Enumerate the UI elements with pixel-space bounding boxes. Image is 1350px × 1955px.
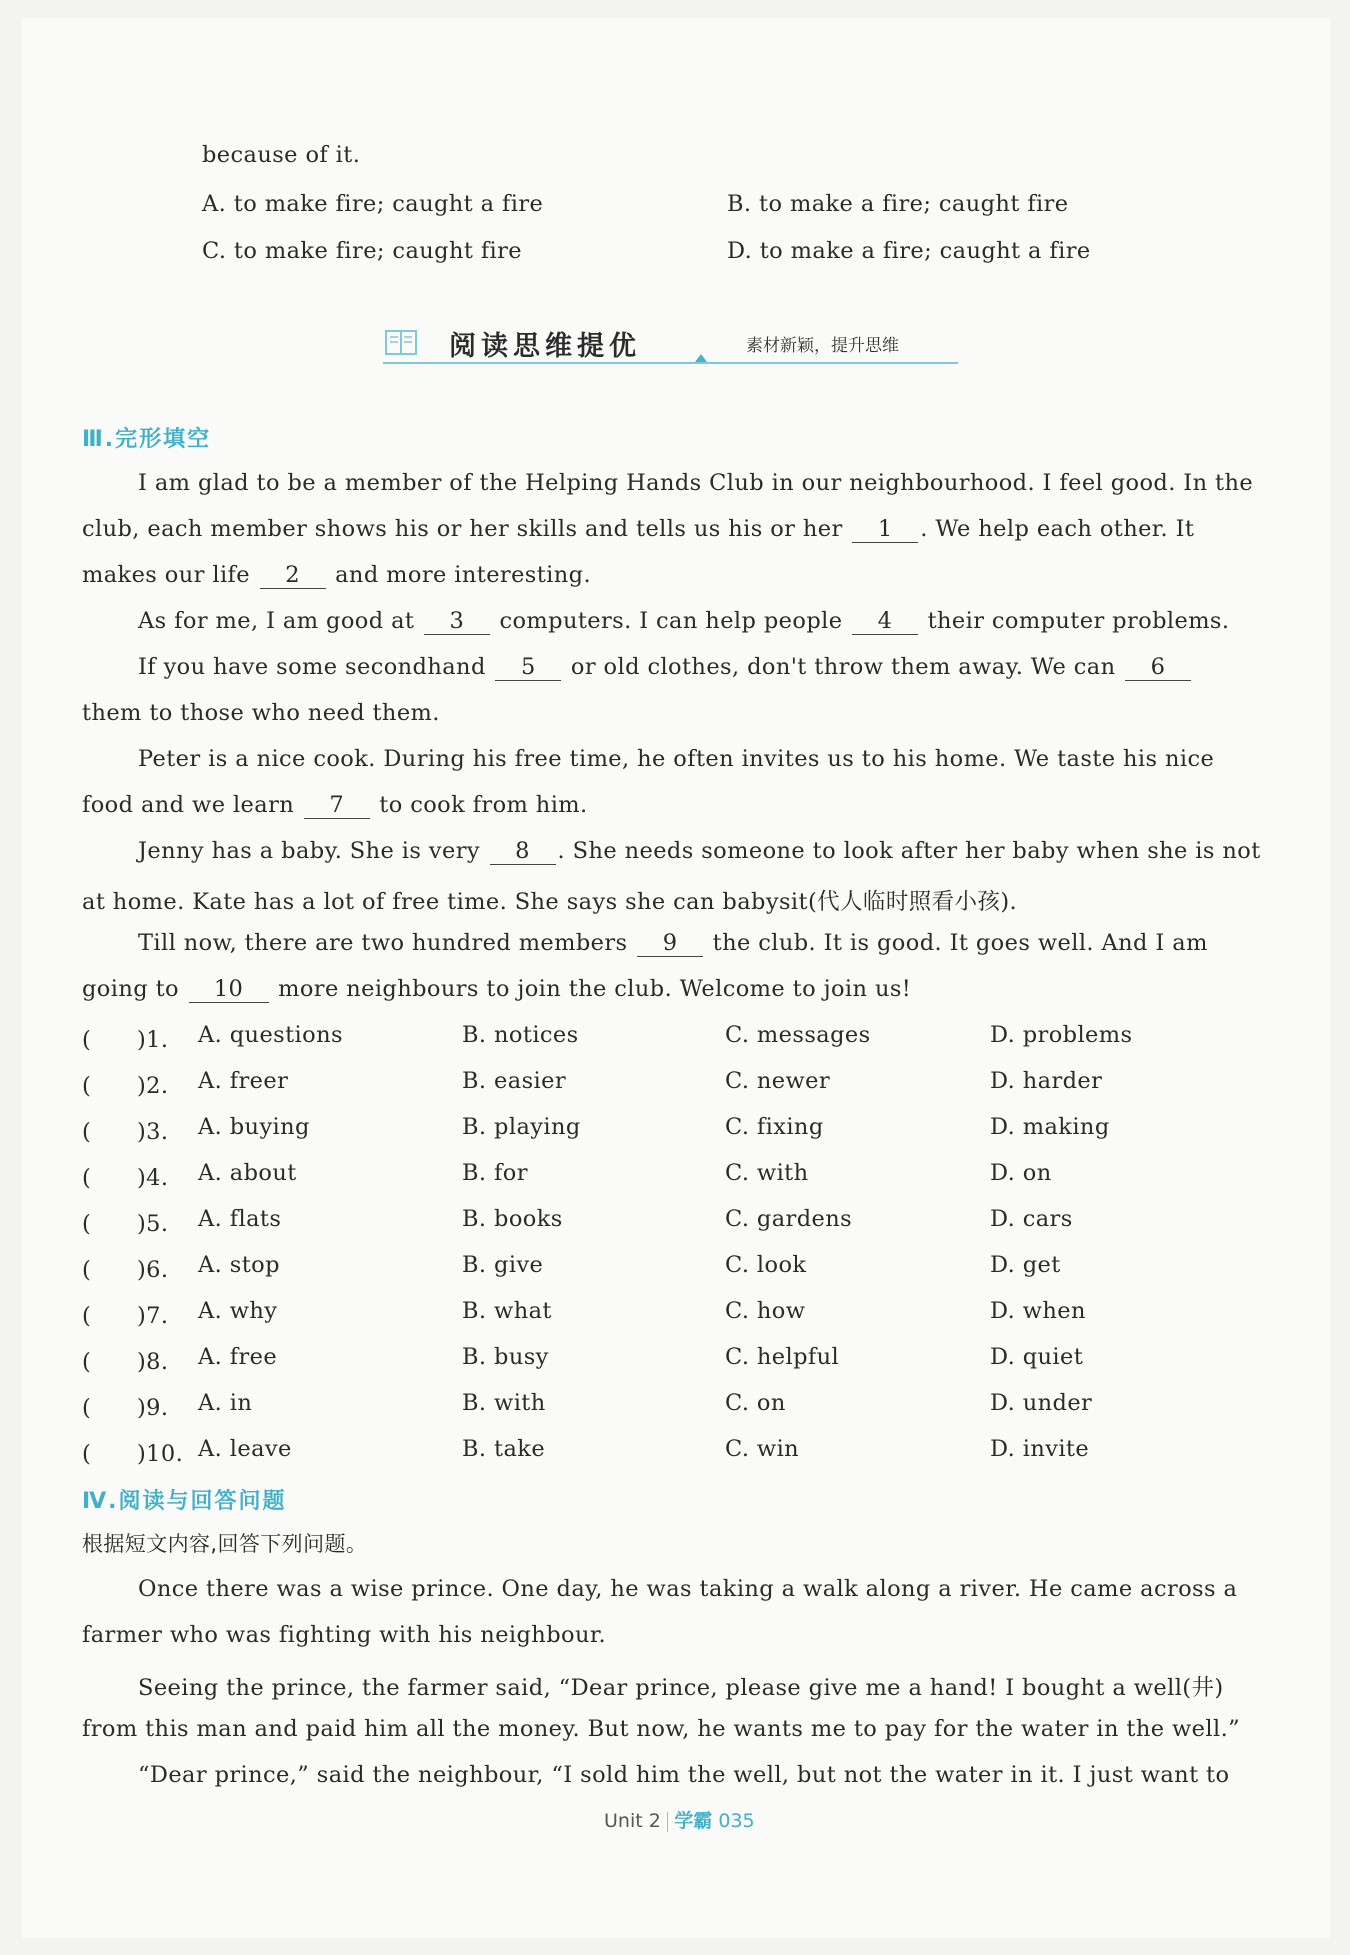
text-span: computers. I can help people	[499, 608, 843, 634]
text-span: Jenny has a baby. She is very	[138, 838, 480, 864]
cloze-p5-line2: at home. Kate has a lot of free time. She says she can babysit(代人临时照看小孩).	[82, 889, 1018, 915]
option-b: B. for	[462, 1160, 528, 1186]
reading-p1-line2: farmer who was fighting with his neighbour.	[82, 1622, 607, 1648]
cloze-p5-line1	[138, 838, 1261, 865]
option-b: B. notices	[462, 1022, 579, 1048]
blank-5: 5	[495, 655, 561, 681]
option-c: C. look	[725, 1252, 807, 1278]
banner-rule	[383, 362, 958, 364]
cloze-p2	[138, 608, 1229, 635]
blank-4: 4	[852, 609, 918, 635]
option-d: D. on	[990, 1160, 1052, 1186]
option-b: B. busy	[462, 1344, 549, 1370]
blank-2: 2	[260, 563, 326, 589]
question-number: ( )6.	[82, 1257, 169, 1283]
text-span: . We help each other. It	[920, 516, 1195, 542]
question-number: ( )10.	[82, 1441, 184, 1467]
blank-1: 1	[852, 517, 918, 543]
prev-question-tail: because of it.	[202, 142, 361, 168]
option-d: D. quiet	[990, 1344, 1084, 1370]
cloze-p6-line2	[82, 976, 911, 1003]
option-a: A. about	[198, 1160, 297, 1186]
option-c: C. on	[725, 1390, 786, 1416]
text-span: and more interesting.	[335, 562, 592, 588]
option-d: D. when	[990, 1298, 1086, 1324]
cloze-p1-line1: I am glad to be a member of the Helping Hands Club in our neighbourhood. I feel good. In the	[138, 470, 1254, 496]
text-span: . She needs someone to look after her baby when she is not	[557, 838, 1261, 864]
question-number: ( )9.	[82, 1395, 169, 1421]
banner-triangle	[695, 354, 707, 362]
option-b: B. playing	[462, 1114, 581, 1140]
option-c: C. how	[725, 1298, 806, 1324]
prev-option-c: C. to make fire; caught fire	[202, 238, 523, 264]
option-c: C. fixing	[725, 1114, 824, 1140]
option-d: D. get	[990, 1252, 1061, 1278]
cloze-p3-line2: them to those who need them.	[82, 700, 440, 726]
text-span: the club. It is good. It goes well. And I am	[712, 930, 1208, 956]
option-b: B. take	[462, 1436, 546, 1462]
option-b: B. easier	[462, 1068, 566, 1094]
blank-9: 9	[637, 931, 703, 957]
question-number: ( )5.	[82, 1211, 169, 1237]
option-d: D. making	[990, 1114, 1110, 1140]
blank-10: 10	[189, 977, 269, 1003]
option-b: B. books	[462, 1206, 563, 1232]
option-c: C. win	[725, 1436, 800, 1462]
cloze-p1-line3	[82, 562, 591, 589]
text-span: club, each member shows his or her skills and tells us his or her	[82, 516, 843, 542]
option-d: D. harder	[990, 1068, 1103, 1094]
reading-p3-line1: “Dear prince,” said the neighbour, “I sold him the well, but not the water in it. I just want to	[138, 1762, 1230, 1788]
cloze-p3-line1	[138, 654, 1193, 681]
reading-p2-line1: Seeing the prince, the farmer said, “Dear prince, please give me a hand! I bought a well(井)	[138, 1675, 1224, 1701]
option-a: A. buying	[198, 1114, 310, 1140]
section-banner	[383, 320, 958, 366]
text-span: If you have some secondhand	[138, 654, 486, 680]
banner-title: 阅读思维提优	[449, 331, 641, 362]
footer-divider	[667, 1812, 669, 1832]
question-number: ( )8.	[82, 1349, 169, 1375]
page-number: 035	[718, 1810, 755, 1832]
text-span: food and we learn	[82, 792, 295, 818]
option-a: A. freer	[198, 1068, 289, 1094]
text-span: their computer problems.	[927, 608, 1230, 634]
question-number: ( )7.	[82, 1303, 169, 1329]
cloze-p4-line2	[82, 792, 588, 819]
option-d: D. problems	[990, 1022, 1133, 1048]
option-c: C. helpful	[725, 1344, 840, 1370]
footer-brand: 学霸	[674, 1810, 713, 1832]
text-span: to cook from him.	[379, 792, 588, 818]
prev-option-b: B. to make a fire; caught fire	[727, 191, 1069, 217]
section-cloze-title: Ⅲ.完形填空	[82, 427, 212, 452]
blank-7: 7	[304, 793, 370, 819]
cloze-p4-line1: Peter is a nice cook. During his free time, he often invites us to his home. We taste his nice	[138, 746, 1215, 772]
blank-3: 3	[424, 609, 490, 635]
question-number: ( )3.	[82, 1119, 169, 1145]
question-number: ( )4.	[82, 1165, 169, 1191]
question-number: ( )1.	[82, 1027, 169, 1053]
option-c: C. with	[725, 1160, 809, 1186]
banner-subtitle: 素材新颖，提升思维	[746, 336, 899, 356]
option-b: B. with	[462, 1390, 546, 1416]
option-a: A. why	[198, 1298, 278, 1324]
question-number: ( )2.	[82, 1073, 169, 1099]
option-b: B. give	[462, 1252, 544, 1278]
text-span: makes our life	[82, 562, 250, 588]
option-c: C. newer	[725, 1068, 831, 1094]
text-span: more neighbours to join the club. Welcome to join us!	[278, 976, 912, 1002]
option-c: C. gardens	[725, 1206, 853, 1232]
text-span: As for me, I am good at	[138, 608, 415, 634]
section-reading-title: Ⅳ.阅读与回答问题	[82, 1489, 287, 1514]
option-d: D. invite	[990, 1436, 1090, 1462]
text-span: going to	[82, 976, 179, 1002]
text-span: Till now, there are two hundred members	[138, 930, 628, 956]
page-footer	[604, 1806, 755, 1833]
blank-8: 8	[490, 839, 556, 865]
reading-instruction: 根据短文内容,回答下列问题。	[82, 1532, 368, 1556]
option-a: A. free	[198, 1344, 278, 1370]
option-c: C. messages	[725, 1022, 871, 1048]
text-span: or old clothes, don't throw them away. We can	[570, 654, 1116, 680]
cloze-p1-line2	[82, 516, 1194, 543]
option-a: A. stop	[198, 1252, 280, 1278]
prev-option-d: D. to make a fire; caught a fire	[727, 238, 1091, 264]
option-a: A. in	[198, 1390, 253, 1416]
blank-6: 6	[1125, 655, 1191, 681]
reading-p2-line2: from this man and paid him all the money. But now, he wants me to pay for the water in the well.”	[82, 1716, 1241, 1742]
footer-unit: Unit 2	[604, 1810, 661, 1832]
option-d: D. cars	[990, 1206, 1073, 1232]
option-a: A. leave	[198, 1436, 292, 1462]
option-a: A. flats	[198, 1206, 282, 1232]
option-d: D. under	[990, 1390, 1093, 1416]
reading-p1-line1: Once there was a wise prince. One day, he was taking a walk along a river. He came across a	[138, 1576, 1238, 1602]
option-a: A. questions	[198, 1022, 343, 1048]
prev-option-a: A. to make fire; caught a fire	[202, 191, 544, 217]
cloze-p6-line1	[138, 930, 1208, 957]
book-icon	[385, 328, 417, 356]
option-b: B. what	[462, 1298, 552, 1324]
